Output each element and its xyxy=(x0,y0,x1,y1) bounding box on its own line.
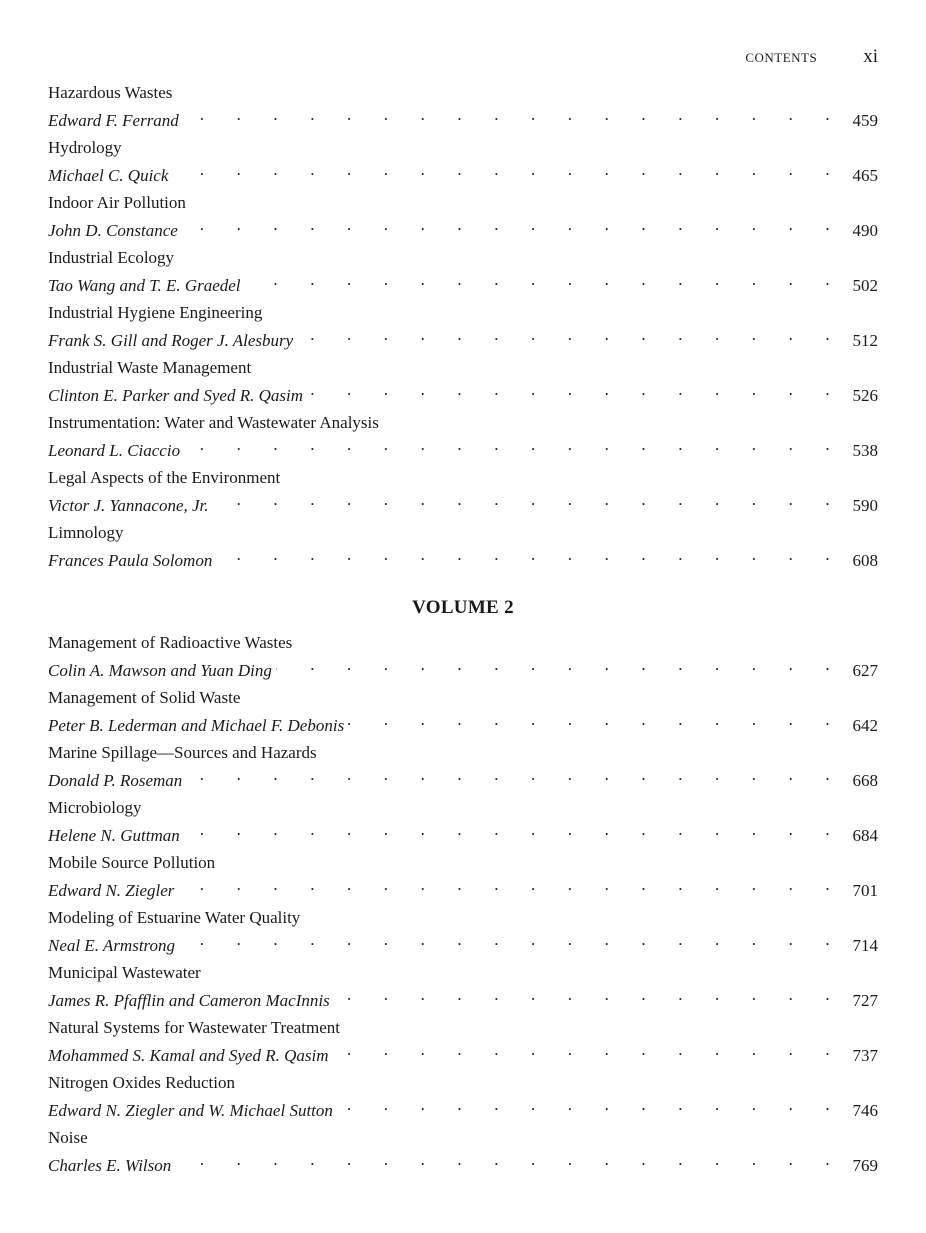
dot-leader xyxy=(175,1149,830,1171)
entry-page: 746 xyxy=(852,1101,878,1120)
toc-entry xyxy=(48,797,878,843)
entry-page: 512 xyxy=(852,331,878,350)
running-header-section: CONTENTS xyxy=(745,50,818,65)
entry-title: Limnology xyxy=(48,523,124,542)
entry-author: Donald P. Roseman xyxy=(48,771,183,790)
toc-entry xyxy=(48,412,878,458)
entry-author: Edward N. Ziegler xyxy=(48,881,175,900)
dot-leader xyxy=(183,104,830,126)
toc-entry xyxy=(48,192,878,238)
toc-entry xyxy=(48,687,878,733)
entry-title: Indoor Air Pollution xyxy=(48,193,186,212)
entry-title: Hazardous Wastes xyxy=(48,83,173,102)
entry-page: 608 xyxy=(852,551,878,570)
toc-entry xyxy=(48,632,878,678)
dot-leader xyxy=(276,654,830,676)
entry-author: Michael C. Quick xyxy=(48,166,169,185)
entry-title: Legal Aspects of the Environment xyxy=(48,468,281,487)
entry-author: James R. Pfafflin and Cameron MacInnis xyxy=(48,991,330,1010)
entry-author: Neal E. Armstrong xyxy=(48,936,176,955)
entry-title: Modeling of Estuarine Water Quality xyxy=(48,908,301,927)
dot-leader xyxy=(184,819,830,841)
entry-title: Noise xyxy=(48,1128,88,1147)
running-header xyxy=(745,46,878,68)
entry-title: Hydrology xyxy=(48,138,122,157)
toc-entry xyxy=(48,82,878,128)
entry-title: Industrial Waste Management xyxy=(48,358,252,377)
entry-page: 590 xyxy=(852,496,878,515)
entry-author: Victor J. Yannacone, Jr. xyxy=(48,496,209,515)
entry-title: Microbiology xyxy=(48,798,142,817)
entry-title: Marine Spillage—Sources and Hazards xyxy=(48,743,317,762)
toc-entry xyxy=(48,852,878,898)
entry-author: Edward F. Ferrand xyxy=(48,111,179,130)
toc-entry xyxy=(48,247,878,293)
dot-leader xyxy=(337,1094,830,1116)
entry-page: 538 xyxy=(852,441,878,460)
entry-page: 526 xyxy=(852,386,878,405)
dot-leader xyxy=(172,159,830,181)
entry-title: Mobile Source Pollution xyxy=(48,853,216,872)
entry-title: Nitrogen Oxides Reduction xyxy=(48,1073,235,1092)
toc-entry xyxy=(48,137,878,183)
entry-title: Industrial Hygiene Engineering xyxy=(48,303,263,322)
entry-title: Natural Systems for Wastewater Treatment xyxy=(48,1018,340,1037)
toc-entry xyxy=(48,962,878,1008)
entry-title: Municipal Wastewater xyxy=(48,963,201,982)
entry-page: 490 xyxy=(852,221,878,240)
dot-leader xyxy=(348,709,830,731)
entry-author: Peter B. Lederman and Michael F. Debonis xyxy=(48,716,345,735)
dot-leader xyxy=(182,214,830,236)
entry-page: 714 xyxy=(852,936,878,955)
entry-author: John D. Constance xyxy=(48,221,178,240)
entry-author: Edward N. Ziegler and W. Michael Sutton xyxy=(48,1101,333,1120)
dot-leader xyxy=(332,1039,830,1061)
entry-page: 727 xyxy=(852,991,878,1010)
toc-entry xyxy=(48,1127,878,1173)
dot-leader xyxy=(334,984,830,1006)
entry-author: Mohammed S. Kamal and Syed R. Qasim xyxy=(48,1046,329,1065)
entry-page: 737 xyxy=(852,1046,878,1065)
entry-title: Management of Radioactive Wastes xyxy=(48,633,293,652)
dot-leader xyxy=(307,379,830,401)
dot-leader xyxy=(179,929,830,951)
toc-entry xyxy=(48,467,878,513)
entry-page: 627 xyxy=(852,661,878,680)
dot-leader xyxy=(216,544,830,566)
entry-page: 465 xyxy=(852,166,878,185)
toc-entry xyxy=(48,907,878,953)
dot-leader xyxy=(297,324,830,346)
entry-title: Instrumentation: Water and Wastewater Analysis xyxy=(48,413,379,432)
entry-title: Management of Solid Waste xyxy=(48,688,241,707)
entry-author: Charles E. Wilson xyxy=(48,1156,172,1175)
entry-author: Colin A. Mawson and Yuan Ding xyxy=(48,661,272,680)
dot-leader xyxy=(184,434,830,456)
entry-page: 769 xyxy=(852,1156,878,1175)
entry-author: Tao Wang and T. E. Graedel xyxy=(48,276,241,295)
toc-entry xyxy=(48,357,878,403)
entry-page: 642 xyxy=(852,716,878,735)
toc-entry xyxy=(48,1017,878,1063)
volume-heading: VOLUME 2 xyxy=(412,597,514,618)
dot-leader xyxy=(186,764,830,786)
entry-author: Frances Paula Solomon xyxy=(48,551,213,570)
toc-entry xyxy=(48,1072,878,1118)
dot-leader xyxy=(178,874,830,896)
entry-author: Leonard L. Ciaccio xyxy=(48,441,181,460)
entry-author: Helene N. Guttman xyxy=(48,826,180,845)
entry-title: Industrial Ecology xyxy=(48,248,175,267)
entry-author: Frank S. Gill and Roger J. Alesbury xyxy=(48,331,294,350)
dot-leader xyxy=(213,489,830,511)
entry-page: 502 xyxy=(852,276,878,295)
entry-page: 684 xyxy=(852,826,878,845)
toc-entry xyxy=(48,742,878,788)
entry-page: 459 xyxy=(852,111,878,130)
entry-author: Clinton E. Parker and Syed R. Qasim xyxy=(48,386,303,405)
toc-entry xyxy=(48,302,878,348)
entry-page: 701 xyxy=(852,881,878,900)
toc-entry xyxy=(48,522,878,568)
dot-leader xyxy=(245,269,830,291)
entry-page: 668 xyxy=(852,771,878,790)
page-number: xi xyxy=(863,46,878,67)
